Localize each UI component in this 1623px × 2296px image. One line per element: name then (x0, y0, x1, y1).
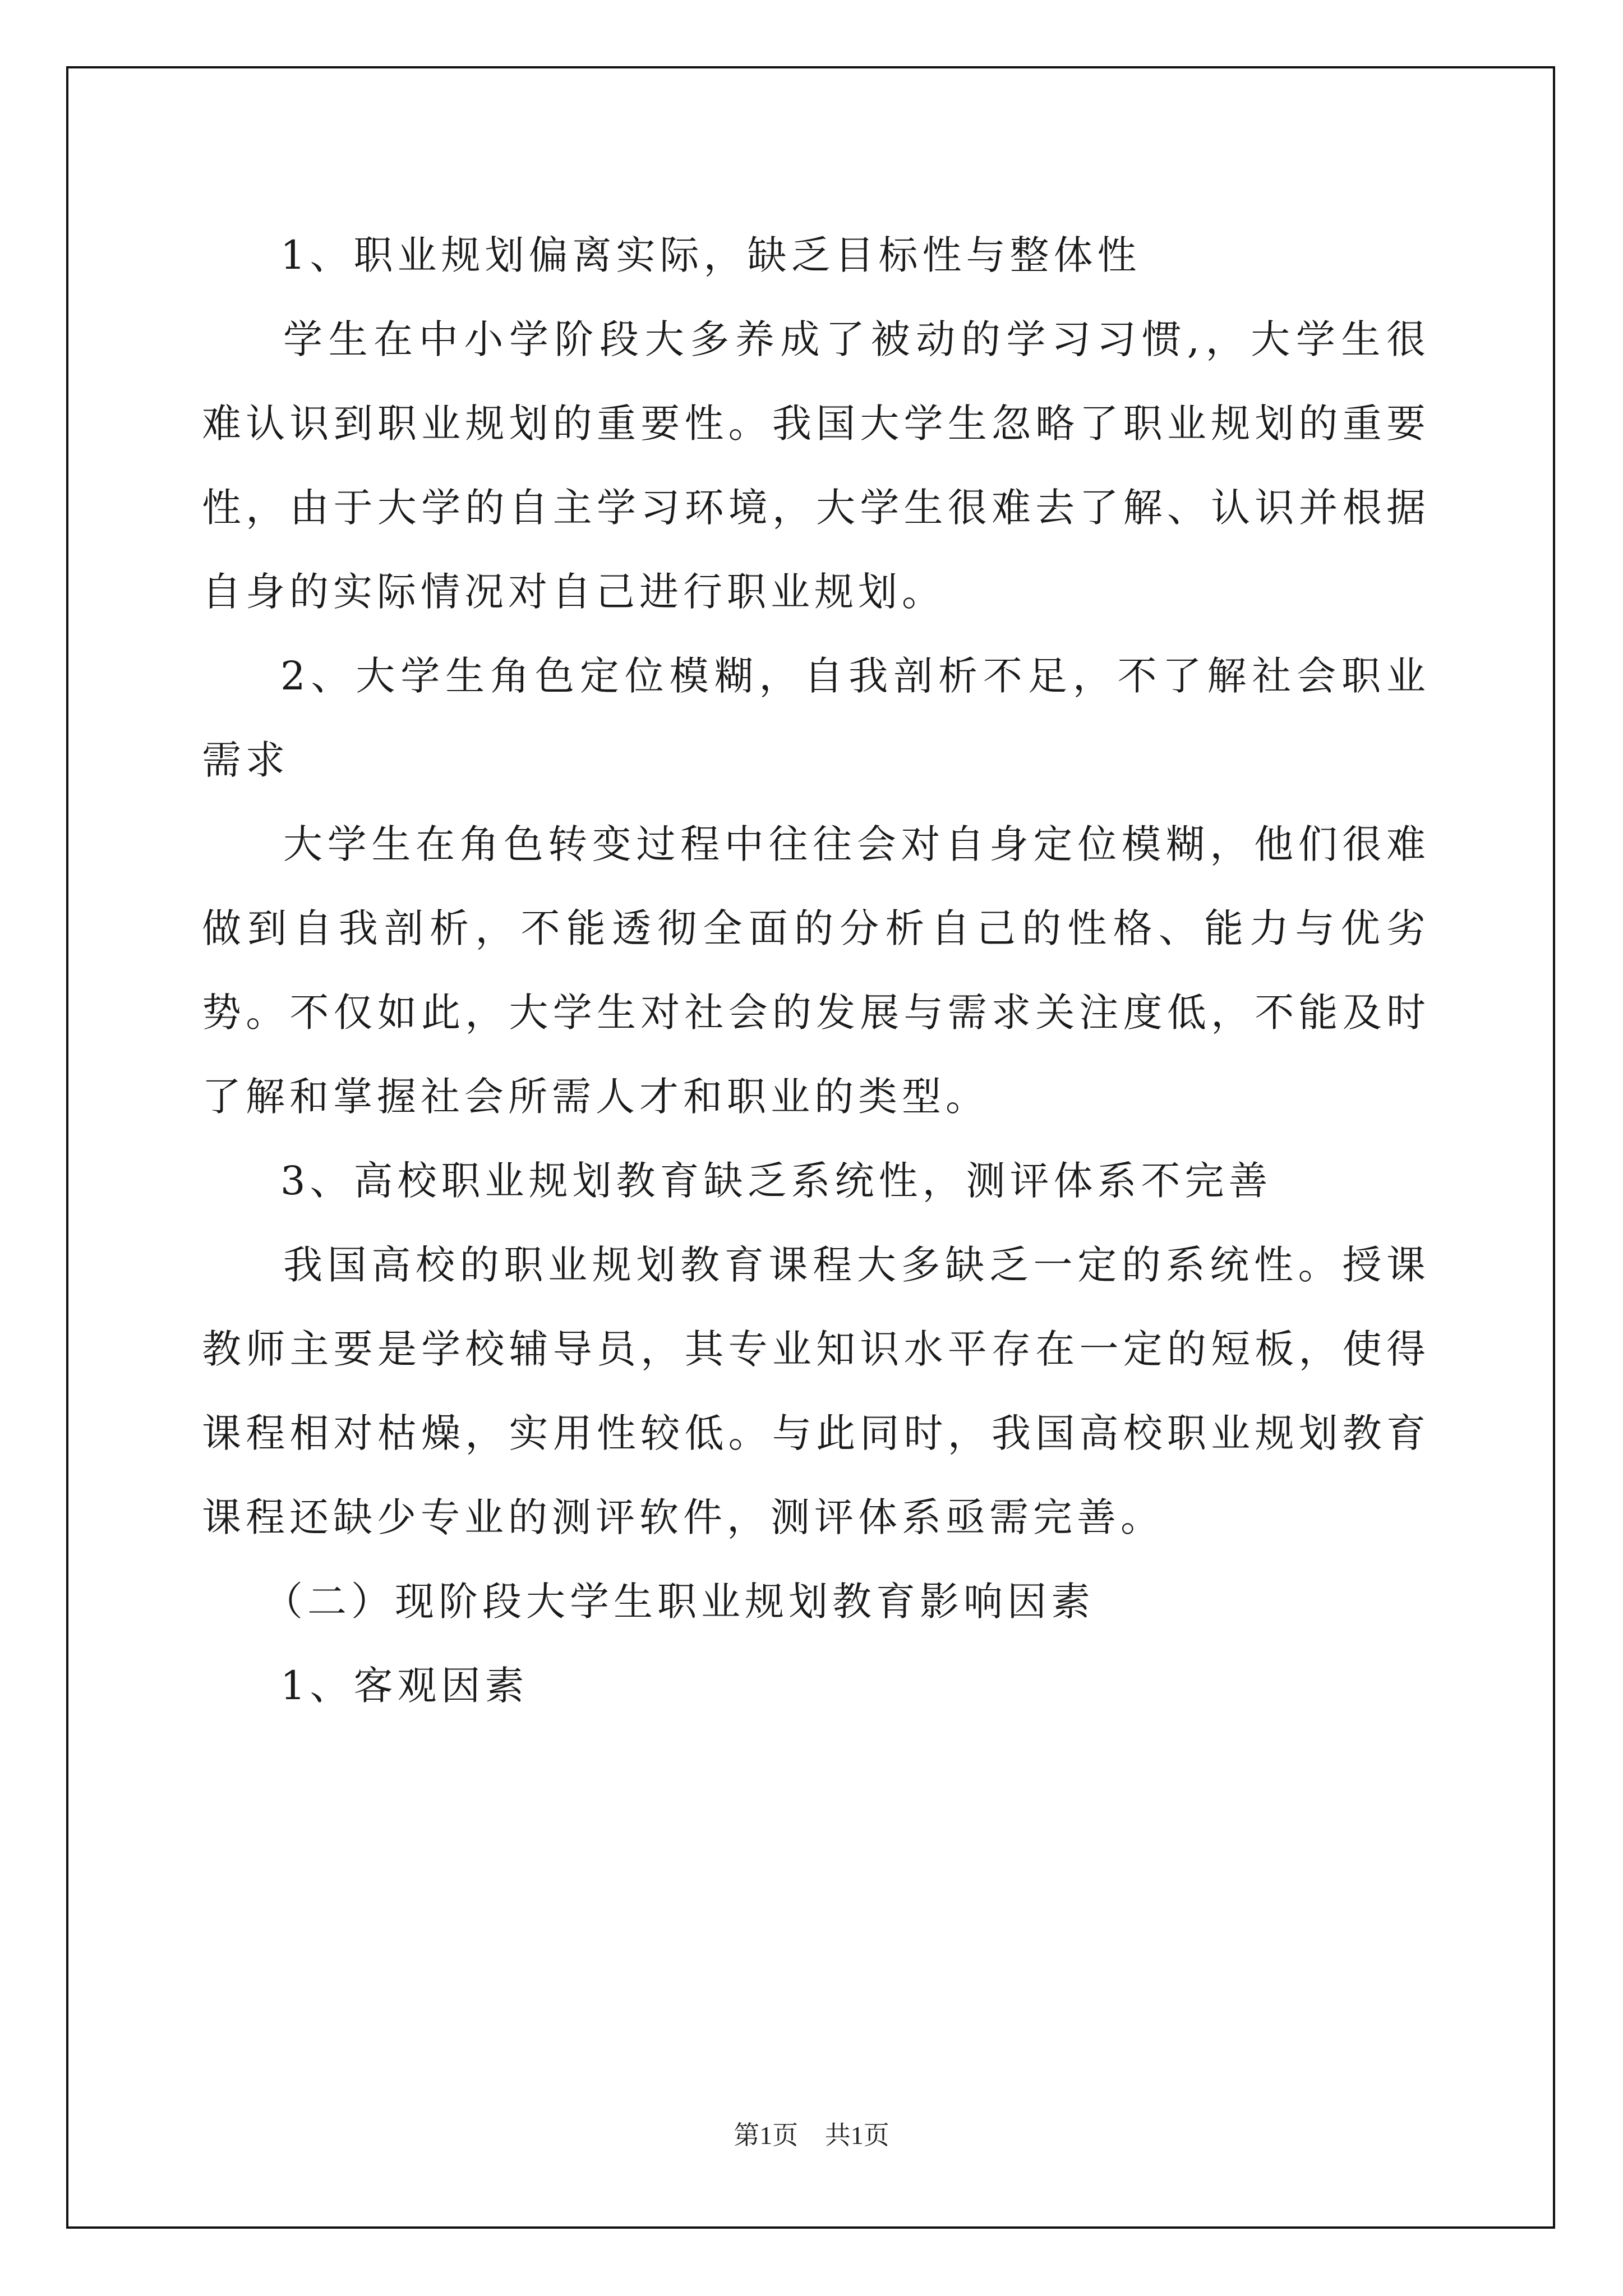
heading-objective-factors: 1、客观因素 (280, 1663, 529, 1709)
document-body (202, 213, 1430, 1728)
paragraph-2: 大学生在角色转变过程中往往会对自身定位模糊，他们很难做到自我剖析，不能透彻全面的分析自己的性格、能力与优劣势。不仅如此，大学生对社会的发展与需求关注度低，不能及时了解和掌握社会所需人才和职业的类型。 (202, 821, 1430, 1120)
page-footer (0, 2115, 1623, 2152)
heading-1: 1、职业规划偏离实际，缺乏目标性与整体性 (280, 232, 1141, 278)
paragraph-1: 学生在中小学阶段大多养成了被动的学习习惯,，大学生很难认识到职业规划的重要性。我国大学生忽略了职业规划的重要性，由于大学的自主学习环境，大学生很难去了解、认识并根据自身的实际情况对自己进行职业规划。 (202, 316, 1430, 615)
page-total: 共1页 (824, 2121, 889, 2150)
paragraph-3: 我国高校的职业规划教育课程大多缺乏一定的系统性。授课教师主要是学校辅导员，其专业知识水平存在一定的短板，使得课程相对枯燥，实用性较低。与此同时，我国高校职业规划教育课程还缺少专业的测评软件，测评体系亟需完善。 (202, 1242, 1430, 1540)
section-heading-2: （二）现阶段大学生职业规划教育影响因素 (264, 1579, 1095, 1625)
heading-3: 3、高校职业规划教育缺乏系统性，测评体系不完善 (280, 1158, 1272, 1204)
heading-2: 2、大学生角色定位模糊，自我剖析不足，不了解社会职业需求 (202, 653, 1430, 783)
page-number: 第1页 (734, 2121, 799, 2150)
